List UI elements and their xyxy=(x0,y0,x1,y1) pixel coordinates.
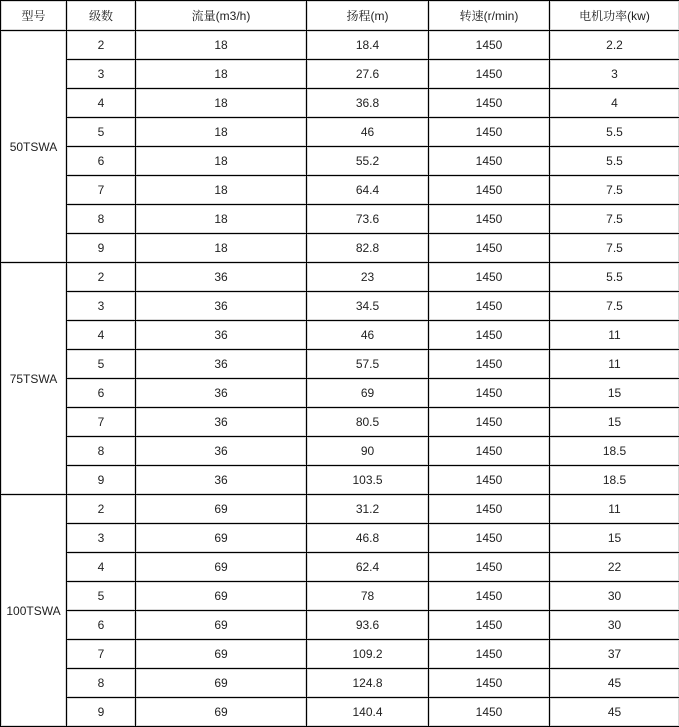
head-cell: 69 xyxy=(307,379,429,408)
head-cell: 36.8 xyxy=(307,89,429,118)
stages-cell: 8 xyxy=(67,437,136,466)
motor-power-cell: 18.5 xyxy=(550,437,679,466)
stages-cell: 4 xyxy=(67,553,136,582)
header-row xyxy=(1,1,679,31)
table-row xyxy=(1,118,679,147)
stages-cell: 5 xyxy=(67,582,136,611)
speed-cell: 1450 xyxy=(429,205,550,234)
table-row xyxy=(1,553,679,582)
head-cell: 34.5 xyxy=(307,292,429,321)
head-cell: 109.2 xyxy=(307,640,429,669)
speed-cell: 1450 xyxy=(429,321,550,350)
motor-power-cell: 5.5 xyxy=(550,263,679,292)
stages-cell: 9 xyxy=(67,698,136,727)
motor-power-cell: 15 xyxy=(550,524,679,553)
table-row xyxy=(1,669,679,698)
flow-cell: 36 xyxy=(136,292,307,321)
flow-cell: 18 xyxy=(136,60,307,89)
flow-cell: 18 xyxy=(136,31,307,60)
head-cell: 31.2 xyxy=(307,495,429,524)
stages-cell: 3 xyxy=(67,524,136,553)
table-row xyxy=(1,524,679,553)
speed-cell: 1450 xyxy=(429,89,550,118)
flow-cell: 18 xyxy=(136,118,307,147)
table-row xyxy=(1,466,679,495)
stages-cell: 3 xyxy=(67,292,136,321)
speed-cell: 1450 xyxy=(429,524,550,553)
header-model: 型号 xyxy=(1,1,67,31)
head-cell: 27.6 xyxy=(307,60,429,89)
table-header xyxy=(1,1,679,31)
motor-power-cell: 2.2 xyxy=(550,31,679,60)
stages-cell: 9 xyxy=(67,466,136,495)
motor-power-cell: 7.5 xyxy=(550,292,679,321)
motor-power-cell: 22 xyxy=(550,553,679,582)
flow-cell: 36 xyxy=(136,437,307,466)
speed-cell: 1450 xyxy=(429,263,550,292)
flow-cell: 36 xyxy=(136,350,307,379)
flow-cell: 18 xyxy=(136,176,307,205)
flow-cell: 18 xyxy=(136,147,307,176)
stages-cell: 9 xyxy=(67,234,136,263)
stages-cell: 6 xyxy=(67,379,136,408)
flow-cell: 18 xyxy=(136,89,307,118)
speed-cell: 1450 xyxy=(429,118,550,147)
flow-cell: 18 xyxy=(136,205,307,234)
speed-cell: 1450 xyxy=(429,60,550,89)
speed-cell: 1450 xyxy=(429,640,550,669)
motor-power-cell: 11 xyxy=(550,350,679,379)
flow-cell: 69 xyxy=(136,611,307,640)
speed-cell: 1450 xyxy=(429,408,550,437)
motor-power-cell: 7.5 xyxy=(550,205,679,234)
motor-power-cell: 45 xyxy=(550,698,679,727)
head-cell: 82.8 xyxy=(307,234,429,263)
flow-cell: 69 xyxy=(136,698,307,727)
flow-cell: 36 xyxy=(136,379,307,408)
speed-cell: 1450 xyxy=(429,582,550,611)
motor-power-cell: 18.5 xyxy=(550,466,679,495)
speed-cell: 1450 xyxy=(429,176,550,205)
flow-cell: 18 xyxy=(136,234,307,263)
table-row xyxy=(1,292,679,321)
motor-power-cell: 30 xyxy=(550,582,679,611)
speed-cell: 1450 xyxy=(429,31,550,60)
table-row xyxy=(1,60,679,89)
motor-power-cell: 11 xyxy=(550,495,679,524)
head-cell: 23 xyxy=(307,263,429,292)
flow-cell: 36 xyxy=(136,466,307,495)
head-cell: 90 xyxy=(307,437,429,466)
table-row xyxy=(1,321,679,350)
table-row xyxy=(1,147,679,176)
speed-cell: 1450 xyxy=(429,495,550,524)
motor-power-cell: 11 xyxy=(550,321,679,350)
flow-cell: 69 xyxy=(136,640,307,669)
stages-cell: 7 xyxy=(67,640,136,669)
header-motor-power: 电机功率(kw) xyxy=(550,1,679,31)
header-flow: 流量(m3/h) xyxy=(136,1,307,31)
speed-cell: 1450 xyxy=(429,466,550,495)
head-cell: 124.8 xyxy=(307,669,429,698)
table-row xyxy=(1,31,679,60)
head-cell: 46.8 xyxy=(307,524,429,553)
motor-power-cell: 3 xyxy=(550,60,679,89)
stages-cell: 2 xyxy=(67,495,136,524)
flow-cell: 36 xyxy=(136,321,307,350)
flow-cell: 69 xyxy=(136,553,307,582)
motor-power-cell: 37 xyxy=(550,640,679,669)
stages-cell: 8 xyxy=(67,205,136,234)
stages-cell: 5 xyxy=(67,350,136,379)
table-row xyxy=(1,176,679,205)
model-cell: 50TSWA xyxy=(1,31,67,263)
head-cell: 78 xyxy=(307,582,429,611)
speed-cell: 1450 xyxy=(429,611,550,640)
table-row xyxy=(1,350,679,379)
table-row xyxy=(1,582,679,611)
table-row xyxy=(1,205,679,234)
speed-cell: 1450 xyxy=(429,292,550,321)
stages-cell: 7 xyxy=(67,408,136,437)
stages-cell: 6 xyxy=(67,611,136,640)
motor-power-cell: 45 xyxy=(550,669,679,698)
table-row xyxy=(1,234,679,263)
flow-cell: 69 xyxy=(136,669,307,698)
speed-cell: 1450 xyxy=(429,234,550,263)
stages-cell: 4 xyxy=(67,321,136,350)
table-row xyxy=(1,611,679,640)
stages-cell: 8 xyxy=(67,669,136,698)
head-cell: 62.4 xyxy=(307,553,429,582)
head-cell: 64.4 xyxy=(307,176,429,205)
stages-cell: 5 xyxy=(67,118,136,147)
table-row xyxy=(1,698,679,727)
flow-cell: 36 xyxy=(136,408,307,437)
stages-cell: 2 xyxy=(67,31,136,60)
flow-cell: 36 xyxy=(136,263,307,292)
header-head: 扬程(m) xyxy=(307,1,429,31)
head-cell: 140.4 xyxy=(307,698,429,727)
head-cell: 46 xyxy=(307,118,429,147)
motor-power-cell: 7.5 xyxy=(550,176,679,205)
head-cell: 57.5 xyxy=(307,350,429,379)
head-cell: 55.2 xyxy=(307,147,429,176)
header-stages: 级数 xyxy=(67,1,136,31)
table-row xyxy=(1,495,679,524)
speed-cell: 1450 xyxy=(429,669,550,698)
stages-cell: 7 xyxy=(67,176,136,205)
head-cell: 18.4 xyxy=(307,31,429,60)
speed-cell: 1450 xyxy=(429,437,550,466)
speed-cell: 1450 xyxy=(429,698,550,727)
head-cell: 103.5 xyxy=(307,466,429,495)
motor-power-cell: 7.5 xyxy=(550,234,679,263)
table-row xyxy=(1,437,679,466)
motor-power-cell: 15 xyxy=(550,379,679,408)
table-body xyxy=(1,31,679,727)
motor-power-cell: 30 xyxy=(550,611,679,640)
table-row xyxy=(1,408,679,437)
motor-power-cell: 15 xyxy=(550,408,679,437)
motor-power-cell: 4 xyxy=(550,89,679,118)
head-cell: 46 xyxy=(307,321,429,350)
head-cell: 93.6 xyxy=(307,611,429,640)
motor-power-cell: 5.5 xyxy=(550,118,679,147)
flow-cell: 69 xyxy=(136,495,307,524)
table-row xyxy=(1,263,679,292)
stages-cell: 4 xyxy=(67,89,136,118)
stages-cell: 3 xyxy=(67,60,136,89)
stages-cell: 2 xyxy=(67,263,136,292)
head-cell: 80.5 xyxy=(307,408,429,437)
model-cell: 75TSWA xyxy=(1,263,67,495)
header-speed: 转速(r/min) xyxy=(429,1,550,31)
speed-cell: 1450 xyxy=(429,147,550,176)
stages-cell: 6 xyxy=(67,147,136,176)
model-cell: 100TSWA xyxy=(1,495,67,727)
speed-cell: 1450 xyxy=(429,553,550,582)
speed-cell: 1450 xyxy=(429,350,550,379)
flow-cell: 69 xyxy=(136,582,307,611)
speed-cell: 1450 xyxy=(429,379,550,408)
table-row xyxy=(1,640,679,669)
table-row xyxy=(1,89,679,118)
table-row xyxy=(1,379,679,408)
head-cell: 73.6 xyxy=(307,205,429,234)
motor-power-cell: 5.5 xyxy=(550,147,679,176)
flow-cell: 69 xyxy=(136,524,307,553)
